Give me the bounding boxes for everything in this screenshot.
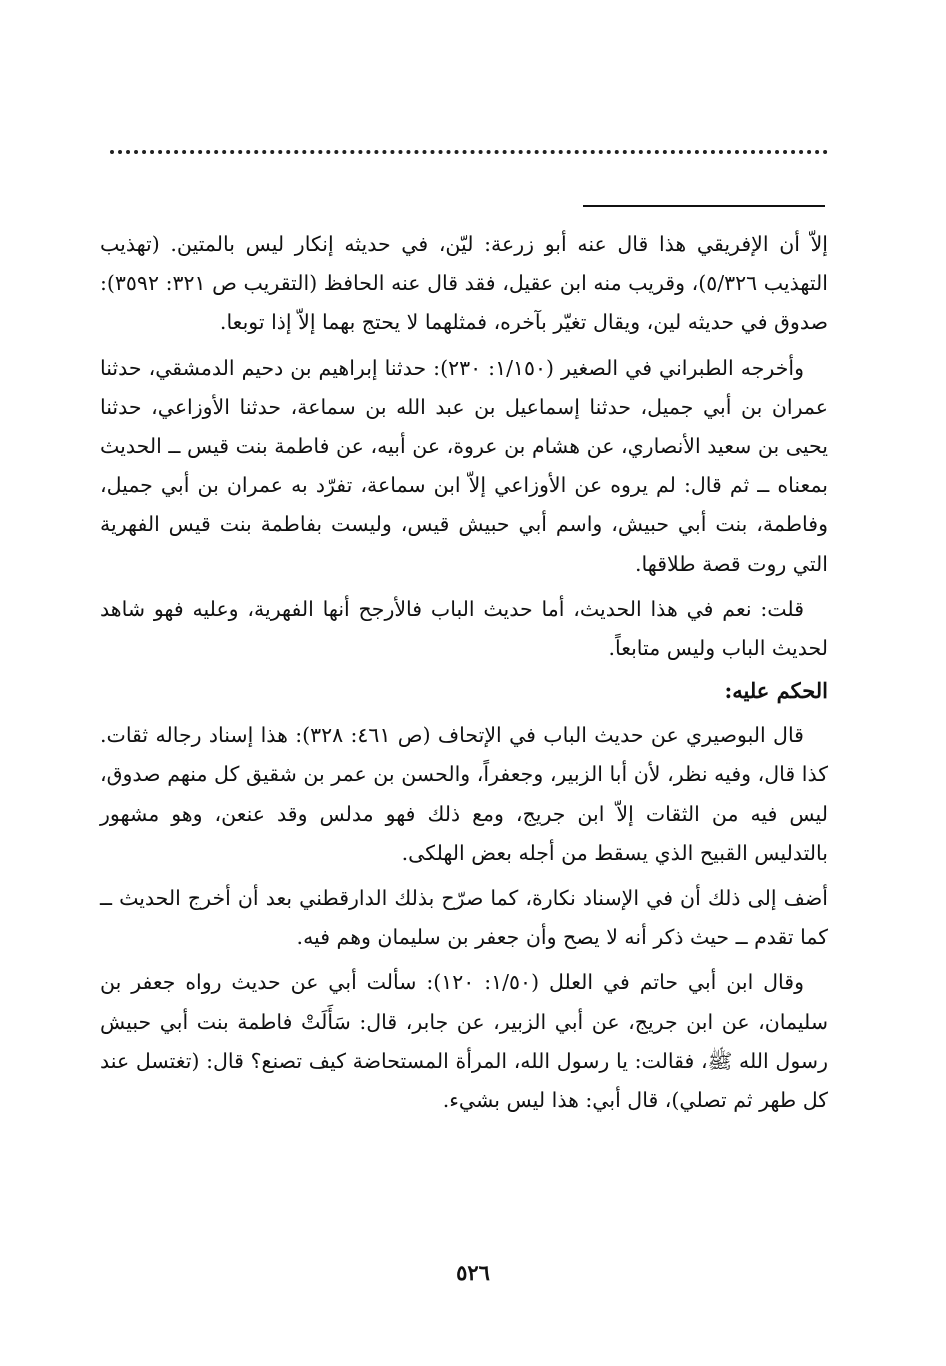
paragraph-tabarani: وأخرجه الطبراني في الصغير (١/١٥٠: ٢٣٠): حدثنا إبراهيم بن دحيم الدمشقي، حدثنا عمران بن أبي جميل، حدثنا إسماعيل بن عبد الله بن سماعة، حدثنا الأوزاعي، حدثنا يحيى بن سعيد الأنصاري، عن هشام بن عروة، عن أبيه، عن فاطمة بنت قيس ــ الحديث بمعناه ــ ثم قال: لم يروه عن الأوزاعي إلاّ ابن سماعة، تفرّد به عمران بن أبي جميل، وفاطمة، بنت أبي حبيش، واسم أبي حبيش قيس، وليست بفاطمة بنت قيس الفهرية التي روت قصة طلاقها. (100, 355, 828, 576)
page-body (100, 225, 828, 1126)
section-heading-ruling: الحكم عليه: (724, 678, 828, 704)
paragraph-daraqutni: أضف إلى ذلك أن في الإسناد نكارة، كما صرّح بذلك الدارقطني بعد أن أخرج الحديث ــ كما تقدم ــ حيث ذكر أنه لا يصح وأن جعفر بن سليمان وهم فيه. (100, 886, 828, 950)
paragraph-qultu: قلت: نعم في هذا الحديث، أما حديث الباب فالأرجح أنها الفهرية، وعليه فهو شاهد لحديث الباب وليس متابعاً. (100, 596, 828, 661)
paragraph-ifriqi: إلاّ أن الإفريقي هذا قال عنه أبو زرعة: ليّن، في حديثه إنكار ليس بالمتين. (تهذيب التهذيب ٥/٣٢٦)، وقريب منه ابن عقيل، فقد قال عنه الحافظ (التقريب ص ٣٢١: ٣٥٩٢): صدوق في حديثه لين، ويقال تغيّر بآخره، فمثلهما لا يحتج بهما إلاّ إذا توبعا. (100, 232, 828, 335)
paragraph-busiri: قال البوصيري عن حديث الباب في الإتحاف (ص ٤٦١: ٣٢٨): هذا إسناد رجاله ثقات. كذا قال، وفيه نظر، لأن أبا الزبير، وجعفراً، والحسن بن عمر بن شقيق كل منهم صدوق، ليس فيه من الثقات إلاّ ابن جريج، ومع ذلك فهو مدلس وقد عنعن، وهو مشهور بالتدليس القبيح الذي يسقط من أجله بعض الهلكى. (100, 723, 828, 865)
page-number: ٥٢٦ (456, 1260, 490, 1285)
dotted-separator (110, 150, 828, 154)
footnote-rule (583, 205, 825, 207)
paragraph-ibn-abi-hatim: وقال ابن أبي حاتم في العلل (١/٥٠: ١٢٠): سألت أبي عن حديث رواه جعفر بن سليمان، عن ابن جريج، عن أبي الزبير، عن جابر، قال: سَأَلَتْ فاطمة بنت أبي حبيش رسول الله ﷺ، فقالت: يا رسول الله، المرأة المستحاضة كيف تصنع؟ قال: (تغتسل عند كل طهر ثم تصلي)، قال أبي: هذا ليس بشيء. (100, 970, 828, 1113)
